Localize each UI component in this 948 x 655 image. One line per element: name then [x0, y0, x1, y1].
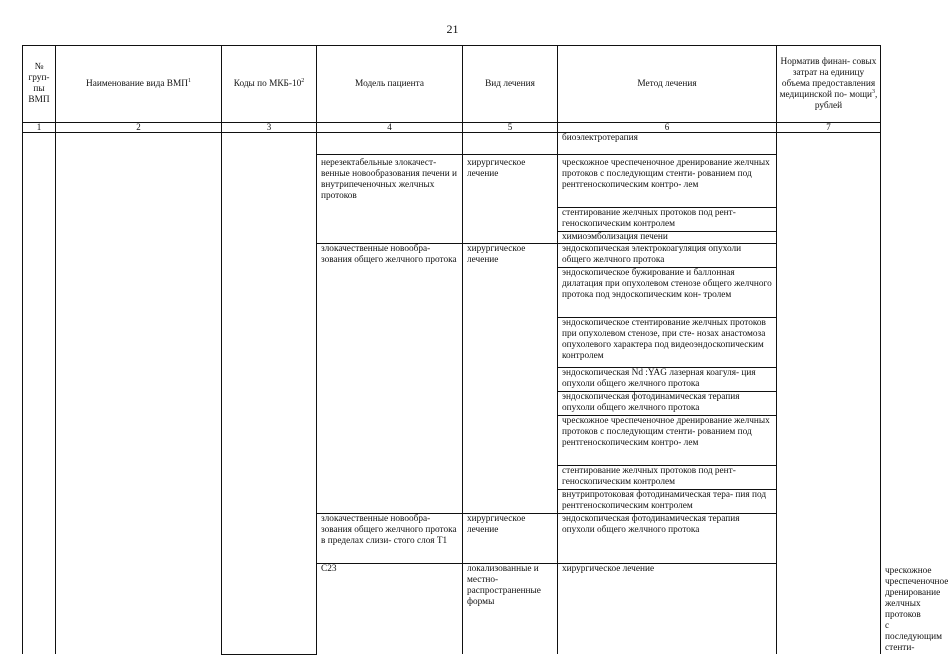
treatment-type-cell: хирургическое лечение: [558, 564, 777, 655]
treatment-method-cell: химиоэмболизация печени: [558, 232, 777, 244]
treatment-method-cell: стентирование желчных протоков под рент- геноскопическим контролем: [558, 466, 777, 490]
header-group-number: № груп- пы ВМП: [23, 46, 56, 123]
treatment-method-cell: внутрипротоковая фотодинамическая тера- пия под рентгеноскопическим контролем: [558, 490, 777, 514]
icd-code-cell: [222, 133, 317, 655]
col-number: 4: [317, 123, 463, 133]
treatment-type-cell: хирургическое лечение: [463, 244, 558, 514]
patient-model-cell: [317, 133, 463, 155]
header-icd-codes: Коды по МКБ-$10^2$: [222, 46, 317, 123]
col-number: 2: [56, 123, 222, 133]
col-number: 1: [23, 123, 56, 133]
vmp-name-cell: [56, 133, 222, 655]
header-row: [23, 46, 881, 123]
treatment-type-cell: хирургическое лечение: [463, 155, 558, 244]
patient-model-cell: злокачественные новообра- зования общего желчного протока в пределах слизи- стого слоя T1: [317, 514, 463, 564]
column-number-row: [23, 123, 881, 133]
group-number-cell: [23, 133, 56, 655]
treatment-method-cell: эндоскопическая фотодинамическая терапия опухоли общего желчного протока: [558, 392, 777, 416]
treatment-method-cell: эндоскопическая Nd :YAG лазерная коагуля- ция опухоли общего желчного протока: [558, 368, 777, 392]
patient-model-cell: локализованные и местно- распространенные формы: [463, 564, 558, 655]
icd-code-cell: C23: [317, 564, 463, 655]
col-number: 5: [463, 123, 558, 133]
header-treatment-type: Вид лечения: [463, 46, 558, 123]
treatment-method-cell: чрескожное чреспеченочное дренирование желчных протоков с последующим стенти- рованием под рентгеноскопическим контро- лем: [558, 155, 777, 208]
treatment-type-cell: [463, 133, 558, 155]
header-patient-model: Модель пациента: [317, 46, 463, 123]
treatment-method-cell: эндоскопическая электрокоагуляция опухоли общего желчного протока: [558, 244, 777, 268]
header-vmp-name: Наименование вида ВМП$^1$: [56, 46, 222, 123]
treatment-method-cell: эндоскопическая фотодинамическая терапия опухоли общего желчного протока: [558, 514, 777, 564]
treatment-type-cell: хирургическое лечение: [463, 514, 558, 564]
header-treatment-method: Метод лечения: [558, 46, 777, 123]
page-number: 21: [446, 22, 459, 36]
treatment-method-cell: эндоскопическое бужирование и баллонная дилатация при опухолевом стенозе общего желчного протока под эндоскопическим кон- тролем: [558, 268, 777, 318]
treatment-method-cell: чрескожное чреспеченочное дренирование желчных протоков с последующим стенти- рованием под рентгеноскопическим контро- лем: [558, 416, 777, 466]
cost-cell: [777, 133, 881, 655]
patient-model-cell: нерезектабельные злокачест- венные новообразования печени и внутрипеченочных желчных протоков: [317, 155, 463, 244]
vmp-table: [22, 45, 948, 655]
table-row: [23, 133, 881, 155]
treatment-method-cell: эндоскопическое стентирование желчных протоков при опухолевом стенозе, при сте- нозах анастомоза опухолевого характера под видеоэндоскопическим контролем: [558, 318, 777, 368]
header-cost-standard: Норматив финан- совых затрат на единицу объема предоставления медицинской по- мощи$^3$, рублей: [777, 46, 881, 123]
treatment-method-cell: биоэлектротерапия: [558, 133, 777, 155]
col-number: 6: [558, 123, 777, 133]
col-number: 7: [777, 123, 881, 133]
patient-model-cell: злокачественные новообра- зования общего желчного протока: [317, 244, 463, 514]
col-number: 3: [222, 123, 317, 133]
treatment-method-cell: стентирование желчных протоков под рент- геноскопическим контролем: [558, 208, 777, 232]
table-row: C23 локализованные и местно- распространенные формы хирургическое лечение чрескожное чреспеченочное дренирование желчных протоков с последующим стенти-: [23, 564, 881, 655]
